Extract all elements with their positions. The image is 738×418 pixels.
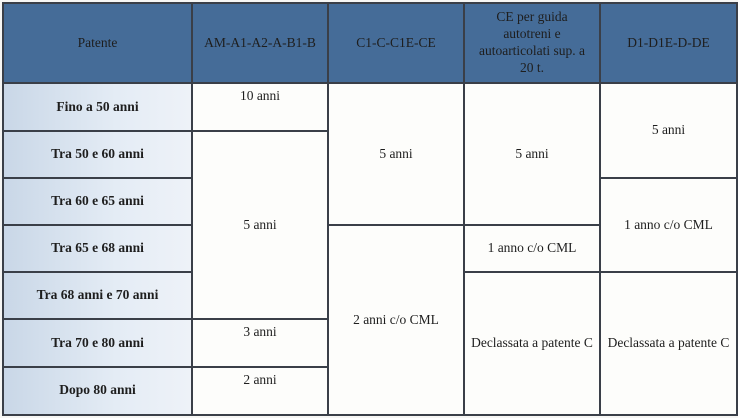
row-label: Tra 65 e 68 anni — [3, 225, 192, 272]
cell-am-b-70-to-80: 3 anni — [192, 319, 328, 366]
cell-c-over-65: 2 anni c/o CML — [328, 225, 464, 415]
cell-am-b-up-to-50: 10 anni — [192, 83, 328, 130]
cell-ce20-65-to-68: 1 anno c/o CML — [464, 225, 600, 272]
cell-ce20-over-68: Declassata a patente C — [464, 272, 600, 415]
row-label: Tra 68 anni e 70 anni — [3, 272, 192, 319]
cell-ce20-up-to-65: 5 anni — [464, 83, 600, 225]
header-patente: Patente — [3, 3, 192, 83]
cell-d-over-68: Declassata a patente C — [600, 272, 737, 415]
cell-am-b-50-to-70: 5 anni — [192, 131, 328, 320]
table-row — [3, 83, 737, 130]
header-row — [3, 3, 737, 83]
cell-c-up-to-65: 5 anni — [328, 83, 464, 225]
header-d-de: D1-D1E-D-DE — [600, 3, 737, 83]
cell-d-60-to-68: 1 anno c/o CML — [600, 178, 737, 272]
cell-d-up-to-60: 5 anni — [600, 83, 737, 177]
header-c-ce: C1-C-C1E-CE — [328, 3, 464, 83]
row-label: Tra 60 e 65 anni — [3, 178, 192, 225]
row-label: Fino a 50 anni — [3, 83, 192, 130]
cell-am-b-over-80: 2 anni — [192, 367, 328, 415]
row-label: Tra 50 e 60 anni — [3, 131, 192, 178]
header-ce-20t: CE per guida autotreni e autoarticolati sup. a 20 t. — [464, 3, 600, 83]
row-label: Dopo 80 anni — [3, 367, 192, 415]
header-am-b: AM-A1-A2-A-B1-B — [192, 3, 328, 83]
license-validity-table — [2, 2, 738, 416]
row-label: Tra 70 e 80 anni — [3, 319, 192, 366]
